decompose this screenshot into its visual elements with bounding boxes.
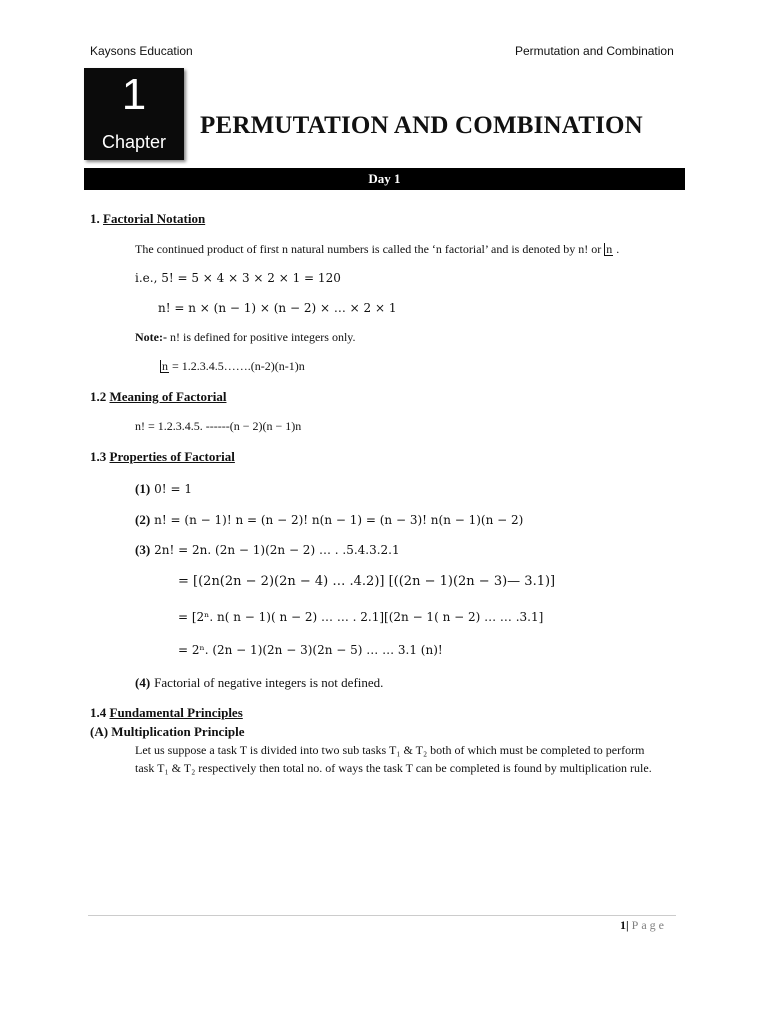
section-number: 1.2 — [90, 389, 107, 404]
property-label: (4) — [135, 675, 151, 690]
section-title: Meaning of Factorial — [109, 389, 227, 404]
property-expr: 0! = 1 — [154, 482, 192, 496]
section-1-3-heading — [90, 449, 235, 465]
note-label: Note:- — [135, 330, 167, 344]
section-title: Properties of Factorial — [109, 449, 235, 464]
day-bar: Day 1 — [84, 168, 685, 190]
paragraph-line-1: Let us suppose a task T is divided into two sub tasks T₁ & T₂ both of which must be completed to perform — [135, 743, 645, 757]
section-number: 1.4 — [90, 705, 107, 720]
box-n-symbol: n — [162, 359, 168, 373]
property-expr: Factorial of negative integers is not defined. — [154, 675, 384, 690]
section-number: 1.3 — [90, 449, 107, 464]
box-notation-line — [160, 359, 305, 374]
definition-text: The continued product of first n natural numbers is called the ‘n factorial’ and is denoted by n! or — [135, 242, 602, 256]
note-line — [135, 330, 356, 345]
property-3 — [135, 541, 400, 559]
box-n-symbol: n — [606, 242, 613, 256]
subsection-heading: (A) Multiplication Principle — [90, 724, 245, 739]
factorial-general: n! = n × (n − 1) × (n − 2) × … × 2 × 1 — [158, 301, 397, 315]
property-3-line-4: = 2ⁿ. (2n − 1)(2n − 3)(2n − 5) … … 3.1 (n)! — [178, 643, 443, 657]
property-expr: n! = (n − 1)! n = (n − 2)! n(n − 1) = (n − 3)! n(n − 1)(n − 2) — [154, 513, 524, 527]
property-3-line-3: = [2ⁿ. n( n − 1)( n − 2) … … . 2.1][(2n − 1( n − 2) … … .3.1] — [178, 610, 544, 624]
definition-end: . — [613, 242, 620, 256]
page-number-separator: | — [626, 918, 629, 932]
chapter-box — [84, 68, 184, 160]
section-number: 1. — [90, 211, 100, 226]
section-1-heading — [90, 211, 205, 227]
meaning-expr: n! = 1.2.3.4.5. ------(n − 2)(n − 1)n — [135, 419, 302, 433]
page-number — [620, 918, 667, 933]
footer-divider — [88, 915, 676, 916]
factorial-definition — [135, 242, 619, 257]
property-1 — [135, 480, 192, 498]
header-right: Permutation and Combination — [515, 44, 674, 58]
section-title: Factorial Notation — [103, 211, 206, 226]
property-label: (2) — [135, 512, 151, 527]
factorial-example: i.e., 5! = 5 × 4 × 3 × 2 × 1 = 120 — [135, 271, 341, 285]
property-label: (1) — [135, 481, 151, 496]
chapter-number: 1 — [121, 70, 147, 119]
property-2 — [135, 511, 523, 529]
page-title: PERMUTATION AND COMBINATION — [200, 112, 643, 139]
section-1-4-heading — [90, 705, 243, 721]
property-4 — [135, 674, 383, 692]
note-text: n! is defined for positive integers only. — [166, 330, 356, 344]
box-notation-expr: = 1.2.3.4.5…….(n-2)(n-1)n — [169, 359, 305, 373]
chapter-word: Chapter — [101, 132, 167, 152]
property-3-line-2: = [(2n(2n − 2)(2n − 4) … .4.2)] [((2n − 1)(2n − 3)— 3.1)] — [178, 574, 556, 589]
page-word: Page — [631, 918, 667, 932]
property-label: (3) — [135, 542, 151, 557]
page-number-value: 1 — [620, 918, 626, 932]
property-expr: 2n! = 2n. (2n − 1)(2n − 2) … . .5.4.3.2.1 — [154, 543, 400, 557]
header-left: Kaysons Education — [90, 44, 193, 58]
section-1-2-heading — [90, 389, 226, 405]
paragraph-line-2: task T₁ & T₂ respectively then total no. of ways the task T can be completed is found by multiplication rule. — [135, 761, 652, 775]
section-title: Fundamental Principles — [109, 705, 243, 720]
